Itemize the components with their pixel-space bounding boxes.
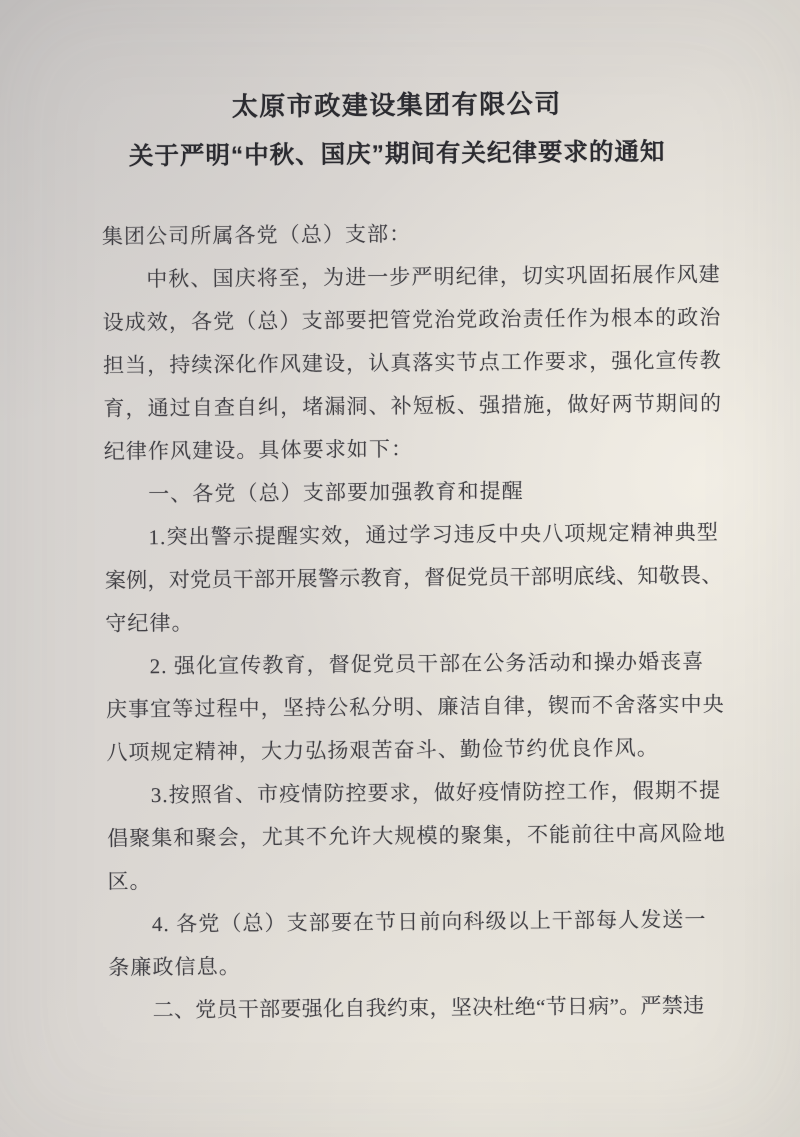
salutation-line: 集团公司所属各党（总）支部： <box>101 221 412 249</box>
document-body <box>0 209 800 1033</box>
body-line: 庆事宜等过程中，坚持公私分明、廉洁自律，锲而不舍落实中央 <box>105 691 725 722</box>
body-line: 守纪律。 <box>105 610 194 636</box>
section-heading: 二、党员干部要强化自我约束，坚决杜绝“节日病”。严禁违 <box>152 992 705 1022</box>
section-heading: 一、各党（总）支部要加强教育和提醒 <box>148 478 524 506</box>
body-line: 4. 各党（总）支部要在节日前向科级以上干部每人发送一 <box>151 906 707 936</box>
body-line: 3.按照省、市疫情防控要求，做好疫情防控工作，假期不提 <box>150 777 722 807</box>
body-line: 设成效，各党（总）支部要把管党治党政治责任作为根本的政治 <box>102 304 722 335</box>
body-line: 担当，持续深化作风建设，认真落实节点工作要求，强化宣传教 <box>102 347 722 378</box>
document-title: 太原市政建设集团有限公司 <box>231 88 562 122</box>
body-line: 育，通过自查自纠，堵漏洞、补短板、强措施，做好两节期间的 <box>103 390 723 421</box>
body-line: 八项规定精神，大力弘扬艰苦奋斗、勤俭节约优良作风。 <box>106 735 659 765</box>
document-subtitle: 关于严明“中秋、国庆”期间有关纪律要求的通知 <box>128 138 666 171</box>
body-line: 案例，对党员干部开展警示教育，督促党员干部明底线、知敬畏、 <box>104 562 723 593</box>
body-line: 2. 强化宣传教育，督促党员干部在公务活动和操办婚丧喜 <box>149 648 705 678</box>
body-line: 倡聚集和聚会，尤其不允许大规模的聚集，不能前往中高风险地 <box>107 820 727 851</box>
body-line: 中秋、国庆将至，为进一步严明纪律，切实巩固拓展作风建 <box>146 261 721 291</box>
body-line: 纪律作风建设。具体要求如下： <box>103 436 414 464</box>
body-line: 条廉政信息。 <box>108 953 241 980</box>
body-line: 1.突出警示提醒实效，通过学习违反中央八项规定精神典型 <box>148 519 720 549</box>
body-line: 区。 <box>107 868 152 894</box>
